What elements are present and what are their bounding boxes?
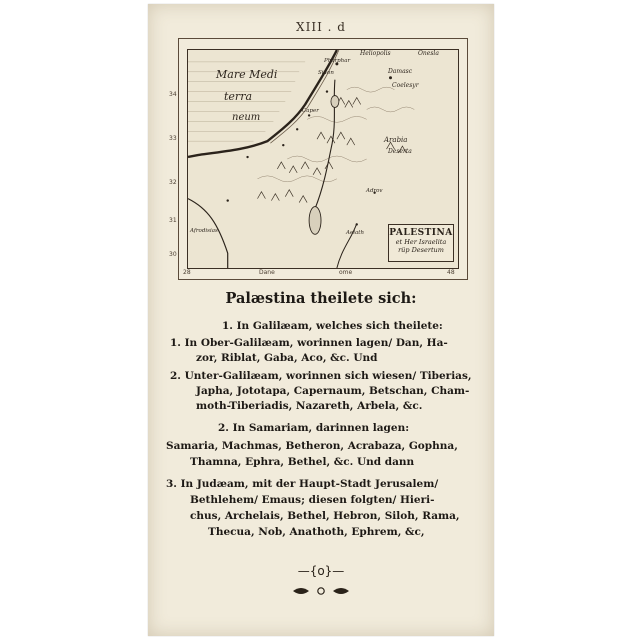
map-cartouche [388, 224, 454, 262]
print-sheet [148, 4, 494, 636]
coord-left-1: 34 [169, 91, 177, 98]
text-line-3: zor, Riblat, Gaba, Aco, &c. Und [196, 352, 378, 364]
place-sidon: Sidon [318, 70, 334, 76]
ornament-divider: —{o}— [297, 564, 345, 578]
cartouche-title: PALESTINA [389, 228, 453, 238]
place-caper: Caper [302, 108, 319, 114]
text-line-1: 1. In Galilæam, welches sich theilete: [222, 320, 443, 332]
text-line-5: Japha, Jototapa, Capernaum, Betschan, Cham- [196, 385, 470, 397]
text-line-11: Bethlehem/ Emaus; diesen folgten/ Hieri- [190, 494, 435, 506]
text-line-2: 1. In Ober-Galilæam, worinnen lagen/ Dan, Ha- [170, 337, 448, 349]
coord-bottom-3: ome [339, 269, 353, 276]
place-damasc: Damasc [388, 68, 413, 75]
plate-number: XIII . d [296, 20, 346, 34]
text-line-4: 2. Unter-Galilæam, worinnen sich wiesen/ Tiberias, [170, 370, 472, 382]
coord-bottom-4: 48 [447, 269, 455, 276]
text-line-13: Thecua, Nob, Anathoth, Ephrem, &c, [208, 526, 425, 538]
text-line-6: moth-Tiberiadis, Nazareth, Arbela, &c. [196, 400, 423, 412]
description-text [148, 290, 494, 307]
place-aelath: Aelath [346, 230, 365, 236]
place-coelesyr: Coelesyr [392, 82, 419, 89]
coord-bottom-1: 28 [183, 269, 191, 276]
text-line-12: chus, Archelais, Bethel, Hebron, Siloh, Rama, [190, 510, 460, 522]
place-heliopolis: Heliopolis [360, 50, 391, 57]
coord-left-4: 31 [169, 217, 177, 224]
text-line-7: 2. In Samariam, darinnen lagen: [218, 422, 410, 434]
coord-left-2: 33 [169, 135, 177, 142]
place-onesla: Onesla [418, 50, 439, 57]
coord-left-3: 32 [169, 179, 177, 186]
place-adrov: Adrov [366, 188, 383, 194]
map-frame [169, 38, 468, 280]
text-heading: Palæstina theilete sich: [225, 290, 417, 307]
cartouche-line2: et Her Israelita [395, 238, 447, 246]
place-deserta: Deserta [388, 148, 412, 155]
place-afrodisias: Afrodisias [190, 228, 218, 234]
coord-left-5: 30 [169, 251, 177, 258]
fleuron-icon [148, 584, 494, 602]
text-line-9: Thamna, Ephra, Bethel, &c. Und dann [190, 456, 415, 468]
sea-label-line3: neum [232, 112, 261, 123]
place-arabia: Arabia [384, 136, 408, 144]
text-line-10: 3. In Judæam, mit der Haupt-Stadt Jerusalem/ [166, 478, 439, 490]
place-pharphar: Pharphar [324, 58, 351, 64]
map-area [187, 49, 459, 269]
sea-label-line1: Mare Medi [216, 68, 278, 81]
sea-label-line2: terra [224, 90, 253, 103]
cartouche-line3: rüp Desertum [398, 246, 444, 254]
coord-bottom-2: Dane [259, 269, 275, 276]
text-line-8: Samaria, Machmas, Betheron, Acrabaza, Gophna, [166, 440, 458, 452]
